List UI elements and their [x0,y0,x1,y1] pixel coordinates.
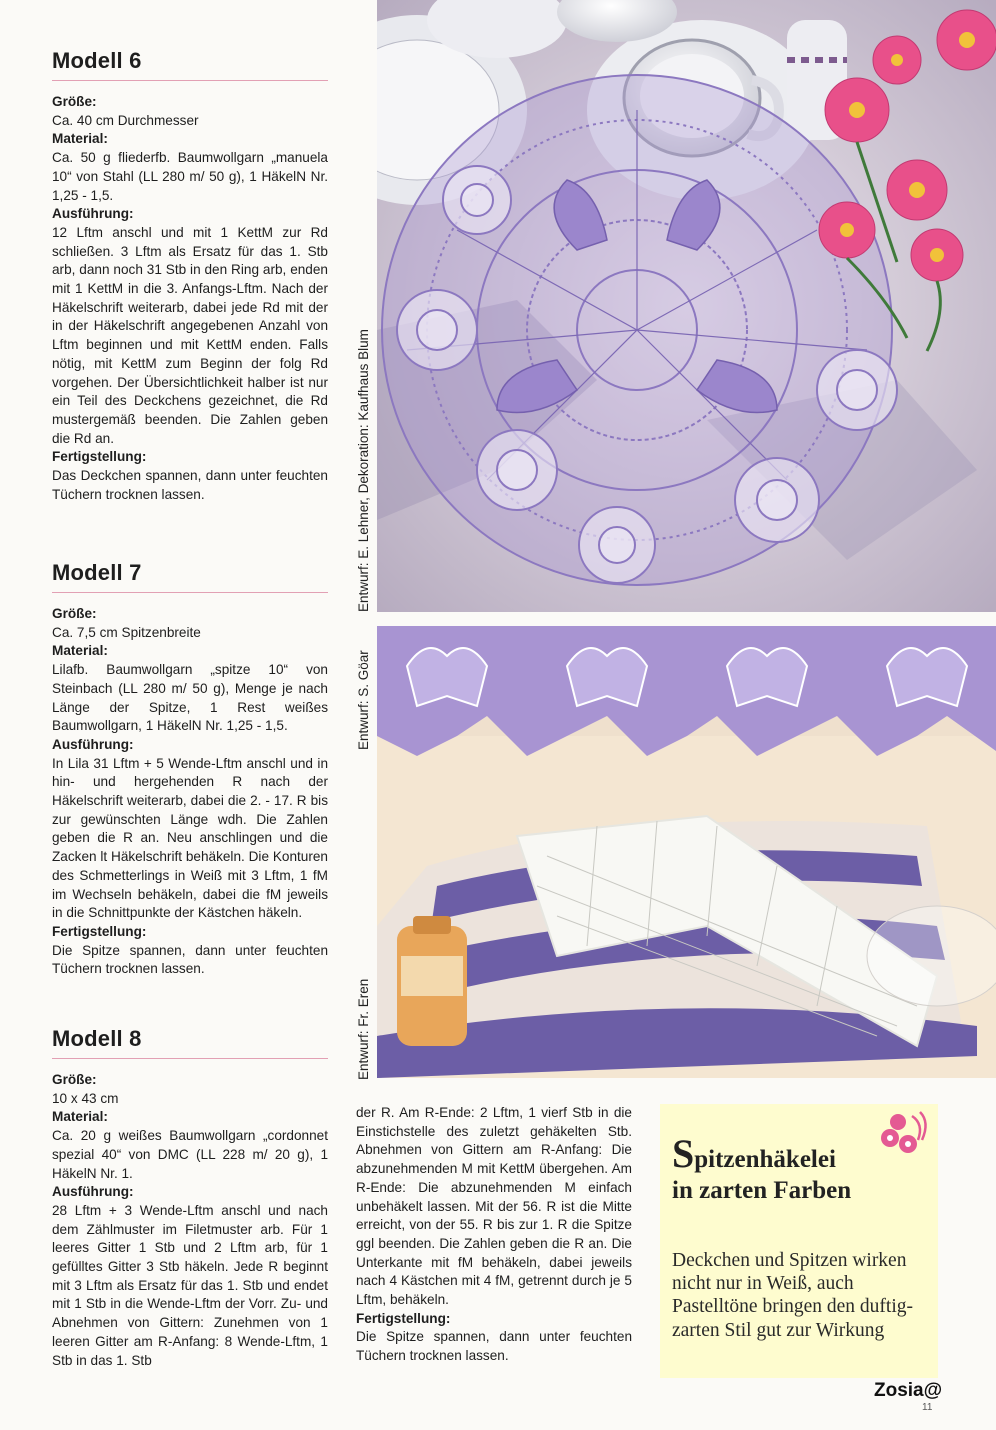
lace-photo [377,626,996,1078]
model-7-section [52,560,328,979]
page-number: 11 [922,1402,933,1413]
continuation-finishing: Die Spitze spannen, dann unter feuchten Tüchern trocknen lassen. [356,1329,632,1364]
model-8-section [52,1026,328,1370]
feature-box-subtitle: Deckchen und Spitzen wirken nicht nur in Weiß, auch Pastelltöne bringen den duftig-zarten Stil gut zur Wirkung [672,1250,913,1341]
photo-2-credit-top: Entwurf: S. Göar [356,650,371,750]
model-7-execution-label: Ausführung: [52,736,134,752]
model-7-finishing: Die Spitze spannen, dann unter feuchten Tüchern trocknen lassen. [52,942,328,977]
model-6-execution: 12 Lftm anschl und mit 1 KettM zur Rd schließen. 3 Lftm als Ersatz für das 1. Stb arb, dann noch 31 Stb in den Ring arb, enden mit 1 KettM in die 3. Anfangs-Lftm. Nach der Häkelschrift weiterarb, dabei jede Rd mit der in der Häkelschrift angegebenen Anzahl von Lftm beginnen und mit KettM enden. Falls nötig, mit KettM zum Beginn der folg Rd vorgehen. Der Übersichtlichkeit halber ist nur ein Teil des Deckchens gezeichnet, die Rd mustergemäß beenden. Die Zahlen geben die Rd an. [52,224,328,446]
lace-illustration [377,626,996,1078]
model-8-execution-label: Ausführung: [52,1184,134,1200]
model-8-execution: 28 Lftm + 3 Wende-Lftm anschl und nach dem Zählmuster im Filetmuster arb. Für 1 leeres Gitter 1 Stb und 2 Lftm arb, für 1 gefülltes Gitter 3 Stb häkeln. Jede R beginnt mit 3 Lftm als Ersatz für das 1. Stb und endet mit 1 Stb in die Wende-Lftm der Vorr. Zu- und Abnehmen von Gittern: Zunehmen von 1 leeren Gitter am R-Anfang: 8 Wende-Lftm, 1 Stb in das 1. Stb [52,1202,328,1368]
decorative-dots-icon [876,1108,932,1158]
model-6-size: Ca. 40 cm Durchmesser [52,112,199,128]
feature-box-title-line2: in zarten Farben [672,1177,852,1204]
model-6-execution-label: Ausführung: [52,206,134,222]
model-7-execution: In Lila 31 Lftm + 5 Wende-Lftm anschl und in hin- und hergehenden R nach der Häkelschrift weiterarb, dabei die 2. - 17. R bis zur gewünschten Länge wdh. Die Zahlen geben die R an. Neu anschlingen und die Zacken lt Häkelschrift behäkeln. Die Konturen des Schmetterlings in Weiß mit 3 Lftm, 1 fM im Wechseln behäkeln, dabei die fM jeweils in die Schnittpunkte der Kästchen häkeln. [52,755,328,921]
model-6-size-label: Größe: [52,94,97,109]
model-8-size: 10 x 43 cm [52,1090,119,1106]
feature-box-title [672,1131,852,1206]
model-7-material-label: Material: [52,643,108,659]
photo-1-credit: Entwurf: E. Lehner, Dekoration: Kaufhaus Blum [356,329,371,612]
model-8-size-label: Größe: [52,1072,97,1087]
model-7-size-label: Größe: [52,606,97,621]
model-6-finishing: Das Deckchen spannen, dann unter feuchten Tüchern trocknen lassen. [52,468,328,502]
model-6-finishing-label: Fertigstellung: [52,449,147,465]
model-8-title: Modell 8 [52,1026,328,1059]
continuation-finishing-label: Fertigstellung: [356,1310,451,1326]
model-6-title: Modell 6 [52,48,328,81]
model-8-continuation [356,1104,632,1366]
signature: Zosia@ [874,1380,943,1401]
model-6-section [52,48,328,504]
doily-illustration [377,0,996,612]
model-8-material: Ca. 20 g weißes Baumwollgarn „cordonnet spezial 40“ von DMC (LL 228 m/ 20 g), 1 HäkelN Nr. 1. [52,1128,328,1181]
doily-photo [377,0,996,612]
model-6-material: Ca. 50 g fliederfb. Baumwollgarn „manuela 10“ von Stahl (LL 280 m/ 50 g), 1 HäkelN Nr. 1,25 - 1,5. [52,150,328,203]
photo-2-credit-bottom: Entwurf: Fr. Eren [356,978,371,1080]
continuation-text: der R. Am R-Ende: 2 Lftm, 1 vierf Stb in die Einstichstelle des zuletzt gehäkelten Stb. Abnehmen von Gittern am R-Anfang: Die abzunehmenden M mit KettM übergehen. Am R-Ende: Die abzunehmenden M einfach unbehäkelt lassen. Mit der 56. R ist die Mitte erreicht, von der 55. R bis zur 1. R die Spitze ggl beenden. Die Zahlen geben die R an. Die Unterkante mit fM behäkeln, dabei jeweils nach 4 Kästchen mit 4 fM, getrennt durch je 5 Lftm, behäkeln. [356,1105,632,1308]
feature-box [660,1104,938,1378]
model-7-finishing-label: Fertigstellung: [52,923,147,939]
model-7-size: Ca. 7,5 cm Spitzenbreite [52,624,201,640]
feature-box-drop-cap: S [672,1131,695,1176]
model-8-material-label: Material: [52,1109,108,1125]
model-6-material-label: Material: [52,131,108,147]
bottle [397,916,467,1046]
feature-box-title-rest: pitzenhäkelei [694,1146,836,1173]
model-7-title: Modell 7 [52,560,328,593]
lilac-doily [382,75,897,585]
model-7-material: Lilafb. Baumwollgarn „spitze 10“ von Steinbach (LL 280 m/ 50 g), Menge je nach Länge der Spitze, 1 Rest weißes Baumwollgarn, 1 HäkelN Nr. 1,25 - 1,5. [52,662,328,734]
